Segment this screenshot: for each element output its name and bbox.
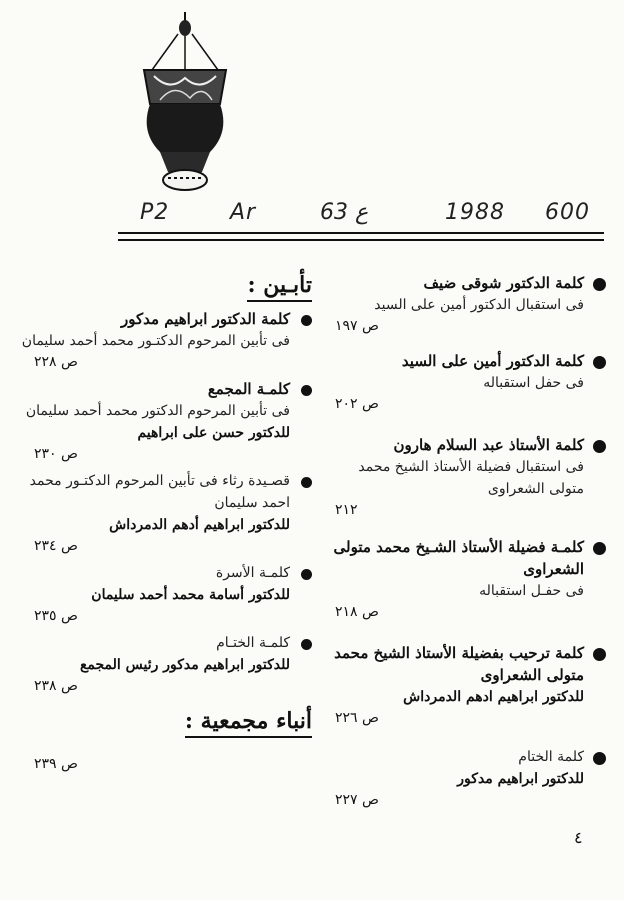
entry-page: ص ٢١٨ [335, 604, 379, 620]
handwritten-catalog-line [140, 200, 600, 240]
bullet-icon [593, 356, 606, 369]
entry-page: ص ١٩٧ [335, 318, 379, 334]
entry-subtitle: فى تأبين المرحوم الدكتـور محمد أحمد سليمان [21, 333, 290, 349]
bullet-icon [301, 385, 312, 396]
entry-title: كلمة الدكتور أمين على السيد [401, 352, 584, 370]
handwritten-mark: 600 [545, 200, 590, 225]
bullet-icon [593, 648, 606, 661]
toc-entry [321, 272, 606, 336]
toc-entry [321, 536, 606, 622]
bullet-icon [301, 569, 312, 580]
handwritten-mark: 63 ع [320, 200, 369, 225]
bullet-icon [593, 440, 606, 453]
handwritten-mark: Ar [230, 200, 257, 225]
left-column [20, 272, 312, 774]
toc-entry [20, 632, 312, 696]
entry-page: ص ٢٠٢ [335, 396, 379, 412]
section-heading-news: أنباء مجمعية : [185, 708, 312, 738]
bullet-icon [301, 315, 312, 326]
entry-author: للدكتور ابراهيم ادهم الدمرداش [403, 689, 584, 705]
entry-page: ص ٢٣٠ [34, 446, 78, 462]
entry-author: للدكتور ابراهيم مدكور [457, 771, 584, 787]
handwritten-mark: 1988 [445, 200, 505, 225]
handwritten-mark: P2 [140, 200, 170, 225]
entry-subtitle: فى استقبال الدكتور أمين على السيد [374, 297, 584, 313]
right-column [321, 272, 606, 814]
toc-entry [20, 562, 312, 626]
toc-entry [321, 746, 606, 810]
entry-page: ص ٢٣٨ [34, 678, 78, 694]
entry-page: ٢١٢ [335, 502, 358, 518]
header-rule [118, 239, 604, 241]
entry-title: كلمـة الأسرة [215, 565, 290, 581]
entry-author: للدكتور ابراهيم مدكور رئيس المجمع [79, 657, 290, 673]
entry-title: كلمة ترحيب بفضيلة الأستاذ الشيخ محمد متولى الشعراوى [334, 644, 584, 684]
lamp-illustration [130, 12, 240, 202]
entry-page: ص ٢٣٥ [34, 608, 78, 624]
entry-author: للدكتور ابراهيم أدهم الدمرداش [109, 517, 290, 533]
entry-page: ص ٢٢٧ [335, 792, 379, 808]
entry-title: كلمة الدكتور ابراهيم مدكور [120, 310, 290, 328]
entry-title: كلمة الختام [518, 749, 584, 765]
bullet-icon [593, 278, 606, 291]
entry-page: ص ٢٣٩ [34, 756, 78, 772]
entry-title: قصـيدة رثاء فى تأبين المرحوم الدكتـور محمد احمد سليمان [29, 473, 290, 511]
entry-subtitle: فى استقبال فضيلة الأستاذ الشيخ محمد متولى الشعراوى [358, 459, 584, 497]
toc-entry [20, 308, 312, 372]
entry-subtitle: فى حفـل استقباله [479, 583, 584, 599]
entry-author: للدكتور أسامة محمد أحمد سليمان [91, 587, 290, 603]
entry-subtitle: فى تأبين المرحوم الدكتور محمد أحمد سليمان [25, 403, 290, 419]
toc-entry [20, 378, 312, 464]
toc-entry [321, 642, 606, 728]
section-heading-eulogy: تأبـين : [247, 272, 312, 302]
entry-page: ص ٢٢٦ [335, 710, 379, 726]
bullet-icon [301, 477, 312, 488]
bullet-icon [593, 542, 606, 555]
entry-page: ص ٢٢٨ [34, 354, 78, 370]
entry-title: كلمـة الختـام [216, 635, 290, 651]
toc-entry [321, 350, 606, 414]
entry-title: كلمـة فضيلة الأستاذ الشـيخ محمد متولى الشعراوى [333, 538, 584, 578]
page-number: ٤ [574, 828, 583, 847]
entry-page: ص ٢٣٤ [34, 538, 78, 554]
bullet-icon [593, 752, 606, 765]
header-rule [118, 232, 604, 234]
entry-title: كلمـة المجمع [207, 380, 290, 398]
toc-entry [20, 470, 312, 556]
entry-title: كلمة الدكتور شوقى ضيف [423, 274, 584, 292]
entry-author: للدكتور حسن على ابراهيم [137, 425, 290, 441]
bullet-icon [301, 639, 312, 650]
entry-title: كلمة الأستاذ عبد السلام هارون [393, 436, 584, 454]
toc-entry [321, 434, 606, 520]
entry-subtitle: فى حفل استقباله [483, 375, 584, 391]
